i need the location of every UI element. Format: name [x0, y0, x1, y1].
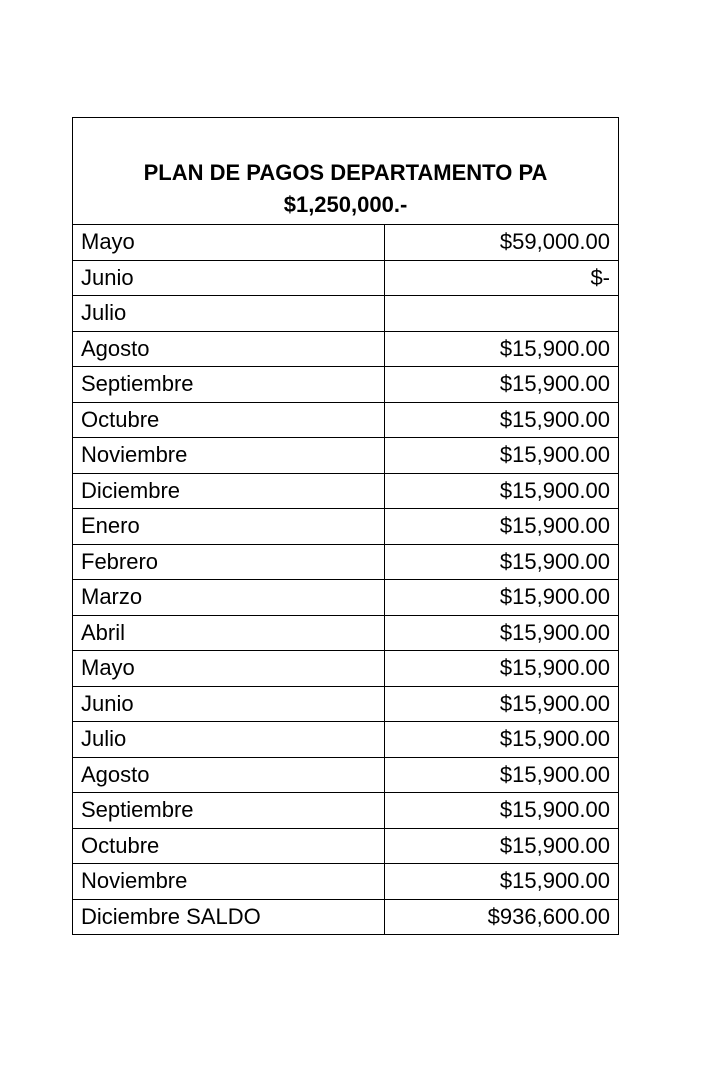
- month-cell: Octubre: [73, 402, 385, 438]
- month-cell: Agosto: [73, 757, 385, 793]
- payment-plan-table: [72, 117, 619, 935]
- amount-cell: $15,900.00: [385, 402, 619, 438]
- month-cell: Agosto: [73, 331, 385, 367]
- table-row: [73, 757, 619, 793]
- month-cell: Julio: [73, 722, 385, 758]
- table-row: [73, 580, 619, 616]
- month-cell: Noviembre: [73, 864, 385, 900]
- amount-cell: $15,900.00: [385, 438, 619, 474]
- table-row: [73, 828, 619, 864]
- amount-cell: $15,900.00: [385, 331, 619, 367]
- table-row: [73, 544, 619, 580]
- month-cell: Marzo: [73, 580, 385, 616]
- table-header-row: [73, 118, 619, 225]
- amount-cell: $15,900.00: [385, 651, 619, 687]
- amount-cell: $15,900.00: [385, 509, 619, 545]
- amount-cell: $15,900.00: [385, 757, 619, 793]
- plan-total-amount: $1,250,000.-: [283, 192, 408, 217]
- amount-cell: $15,900.00: [385, 544, 619, 580]
- table-row: [73, 402, 619, 438]
- table-title-cell: [73, 118, 619, 225]
- amount-cell: $15,900.00: [385, 864, 619, 900]
- amount-cell: $936,600.00: [385, 899, 619, 935]
- month-cell: Noviembre: [73, 438, 385, 474]
- month-cell: Junio: [73, 260, 385, 296]
- amount-cell: $15,900.00: [385, 722, 619, 758]
- table-row: [73, 615, 619, 651]
- table-row: [73, 438, 619, 474]
- plan-title: PLAN DE PAGOS DEPARTAMENTO PA: [143, 160, 548, 185]
- table-row: [73, 793, 619, 829]
- table-row: [73, 899, 619, 935]
- table-row: [73, 722, 619, 758]
- table-row: [73, 367, 619, 403]
- table-row: [73, 509, 619, 545]
- month-cell: Mayo: [73, 651, 385, 687]
- amount-cell: $-: [385, 260, 619, 296]
- month-cell: Mayo: [73, 225, 385, 261]
- table-row: [73, 686, 619, 722]
- month-cell: Octubre: [73, 828, 385, 864]
- table-row: [73, 651, 619, 687]
- month-cell: Junio: [73, 686, 385, 722]
- month-cell: Diciembre SALDO: [73, 899, 385, 935]
- amount-cell: $15,900.00: [385, 580, 619, 616]
- amount-cell: $15,900.00: [385, 686, 619, 722]
- month-cell: Abril: [73, 615, 385, 651]
- table-row: [73, 260, 619, 296]
- month-cell: Septiembre: [73, 793, 385, 829]
- amount-cell: $59,000.00: [385, 225, 619, 261]
- month-cell: Julio: [73, 296, 385, 332]
- month-cell: Diciembre: [73, 473, 385, 509]
- month-cell: Enero: [73, 509, 385, 545]
- amount-cell: $15,900.00: [385, 615, 619, 651]
- amount-cell: $15,900.00: [385, 367, 619, 403]
- table-row: [73, 225, 619, 261]
- month-cell: Septiembre: [73, 367, 385, 403]
- amount-cell: $15,900.00: [385, 793, 619, 829]
- table-row: [73, 296, 619, 332]
- payment-plan-sheet: [72, 117, 618, 935]
- amount-cell: $15,900.00: [385, 473, 619, 509]
- amount-cell: $15,900.00: [385, 828, 619, 864]
- table-row: [73, 864, 619, 900]
- table-row: [73, 331, 619, 367]
- table-row: [73, 473, 619, 509]
- month-cell: Febrero: [73, 544, 385, 580]
- amount-cell: [385, 296, 619, 332]
